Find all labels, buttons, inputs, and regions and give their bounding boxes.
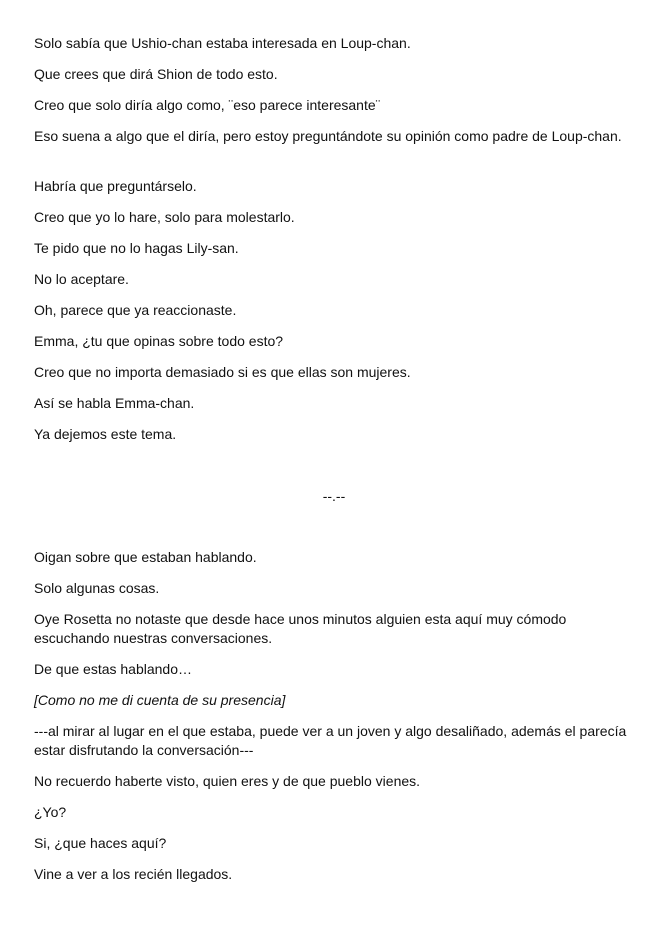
- paragraph: Oh, parece que ya reaccionaste.: [34, 302, 237, 318]
- paragraph: Habría que preguntárselo.: [34, 178, 197, 194]
- section-separator: --.--: [322, 488, 346, 504]
- paragraph: No recuerdo haberte visto, quien eres y de que pueblo vienes.: [34, 773, 421, 789]
- italic-thought: [Como no me di cuenta de su presencia]: [34, 692, 286, 708]
- paragraph: Oigan sobre que estaban hablando.: [34, 549, 257, 565]
- paragraph: Creo que no importa demasiado si es que ellas son mujeres.: [34, 364, 411, 380]
- paragraph: Creo que solo diría algo como, ¨eso parece interesante¨: [34, 97, 381, 113]
- paragraph: Solo sabía que Ushio-chan estaba interesada en Loup-chan.: [34, 35, 411, 51]
- paragraph: ¿Yo?: [34, 804, 67, 820]
- paragraph: Vine a ver a los recién llegados.: [34, 866, 233, 882]
- paragraph: Así se habla Emma-chan.: [34, 395, 195, 411]
- paragraph: Solo algunas cosas.: [34, 580, 160, 596]
- paragraph: Ya dejemos este tema.: [34, 426, 177, 442]
- paragraph: Oye Rosetta no notaste que desde hace unos minutos alguien esta aquí muy cómodo escuchando nuestras conversaciones.: [34, 611, 567, 646]
- paragraph: Si, ¿que haces aquí?: [34, 835, 167, 851]
- paragraph: ---al mirar al lugar en el que estaba, puede ver a un joven y algo desaliñado, además el parecía estar disfrutando la conversación---: [34, 723, 627, 758]
- paragraph: Que crees que dirá Shion de todo esto.: [34, 66, 278, 82]
- paragraph: Eso suena a algo que el diría, pero estoy preguntándote su opinión como padre de Loup-chan.: [34, 128, 622, 144]
- paragraph: De que estas hablando…: [34, 661, 192, 677]
- paragraph: Emma, ¿tu que opinas sobre todo esto?: [34, 333, 284, 349]
- paragraph: No lo aceptare.: [34, 271, 129, 287]
- paragraph: Creo que yo lo hare, solo para molestarlo.: [34, 209, 295, 225]
- paragraph: Te pido que no lo hagas Lily-san.: [34, 240, 239, 256]
